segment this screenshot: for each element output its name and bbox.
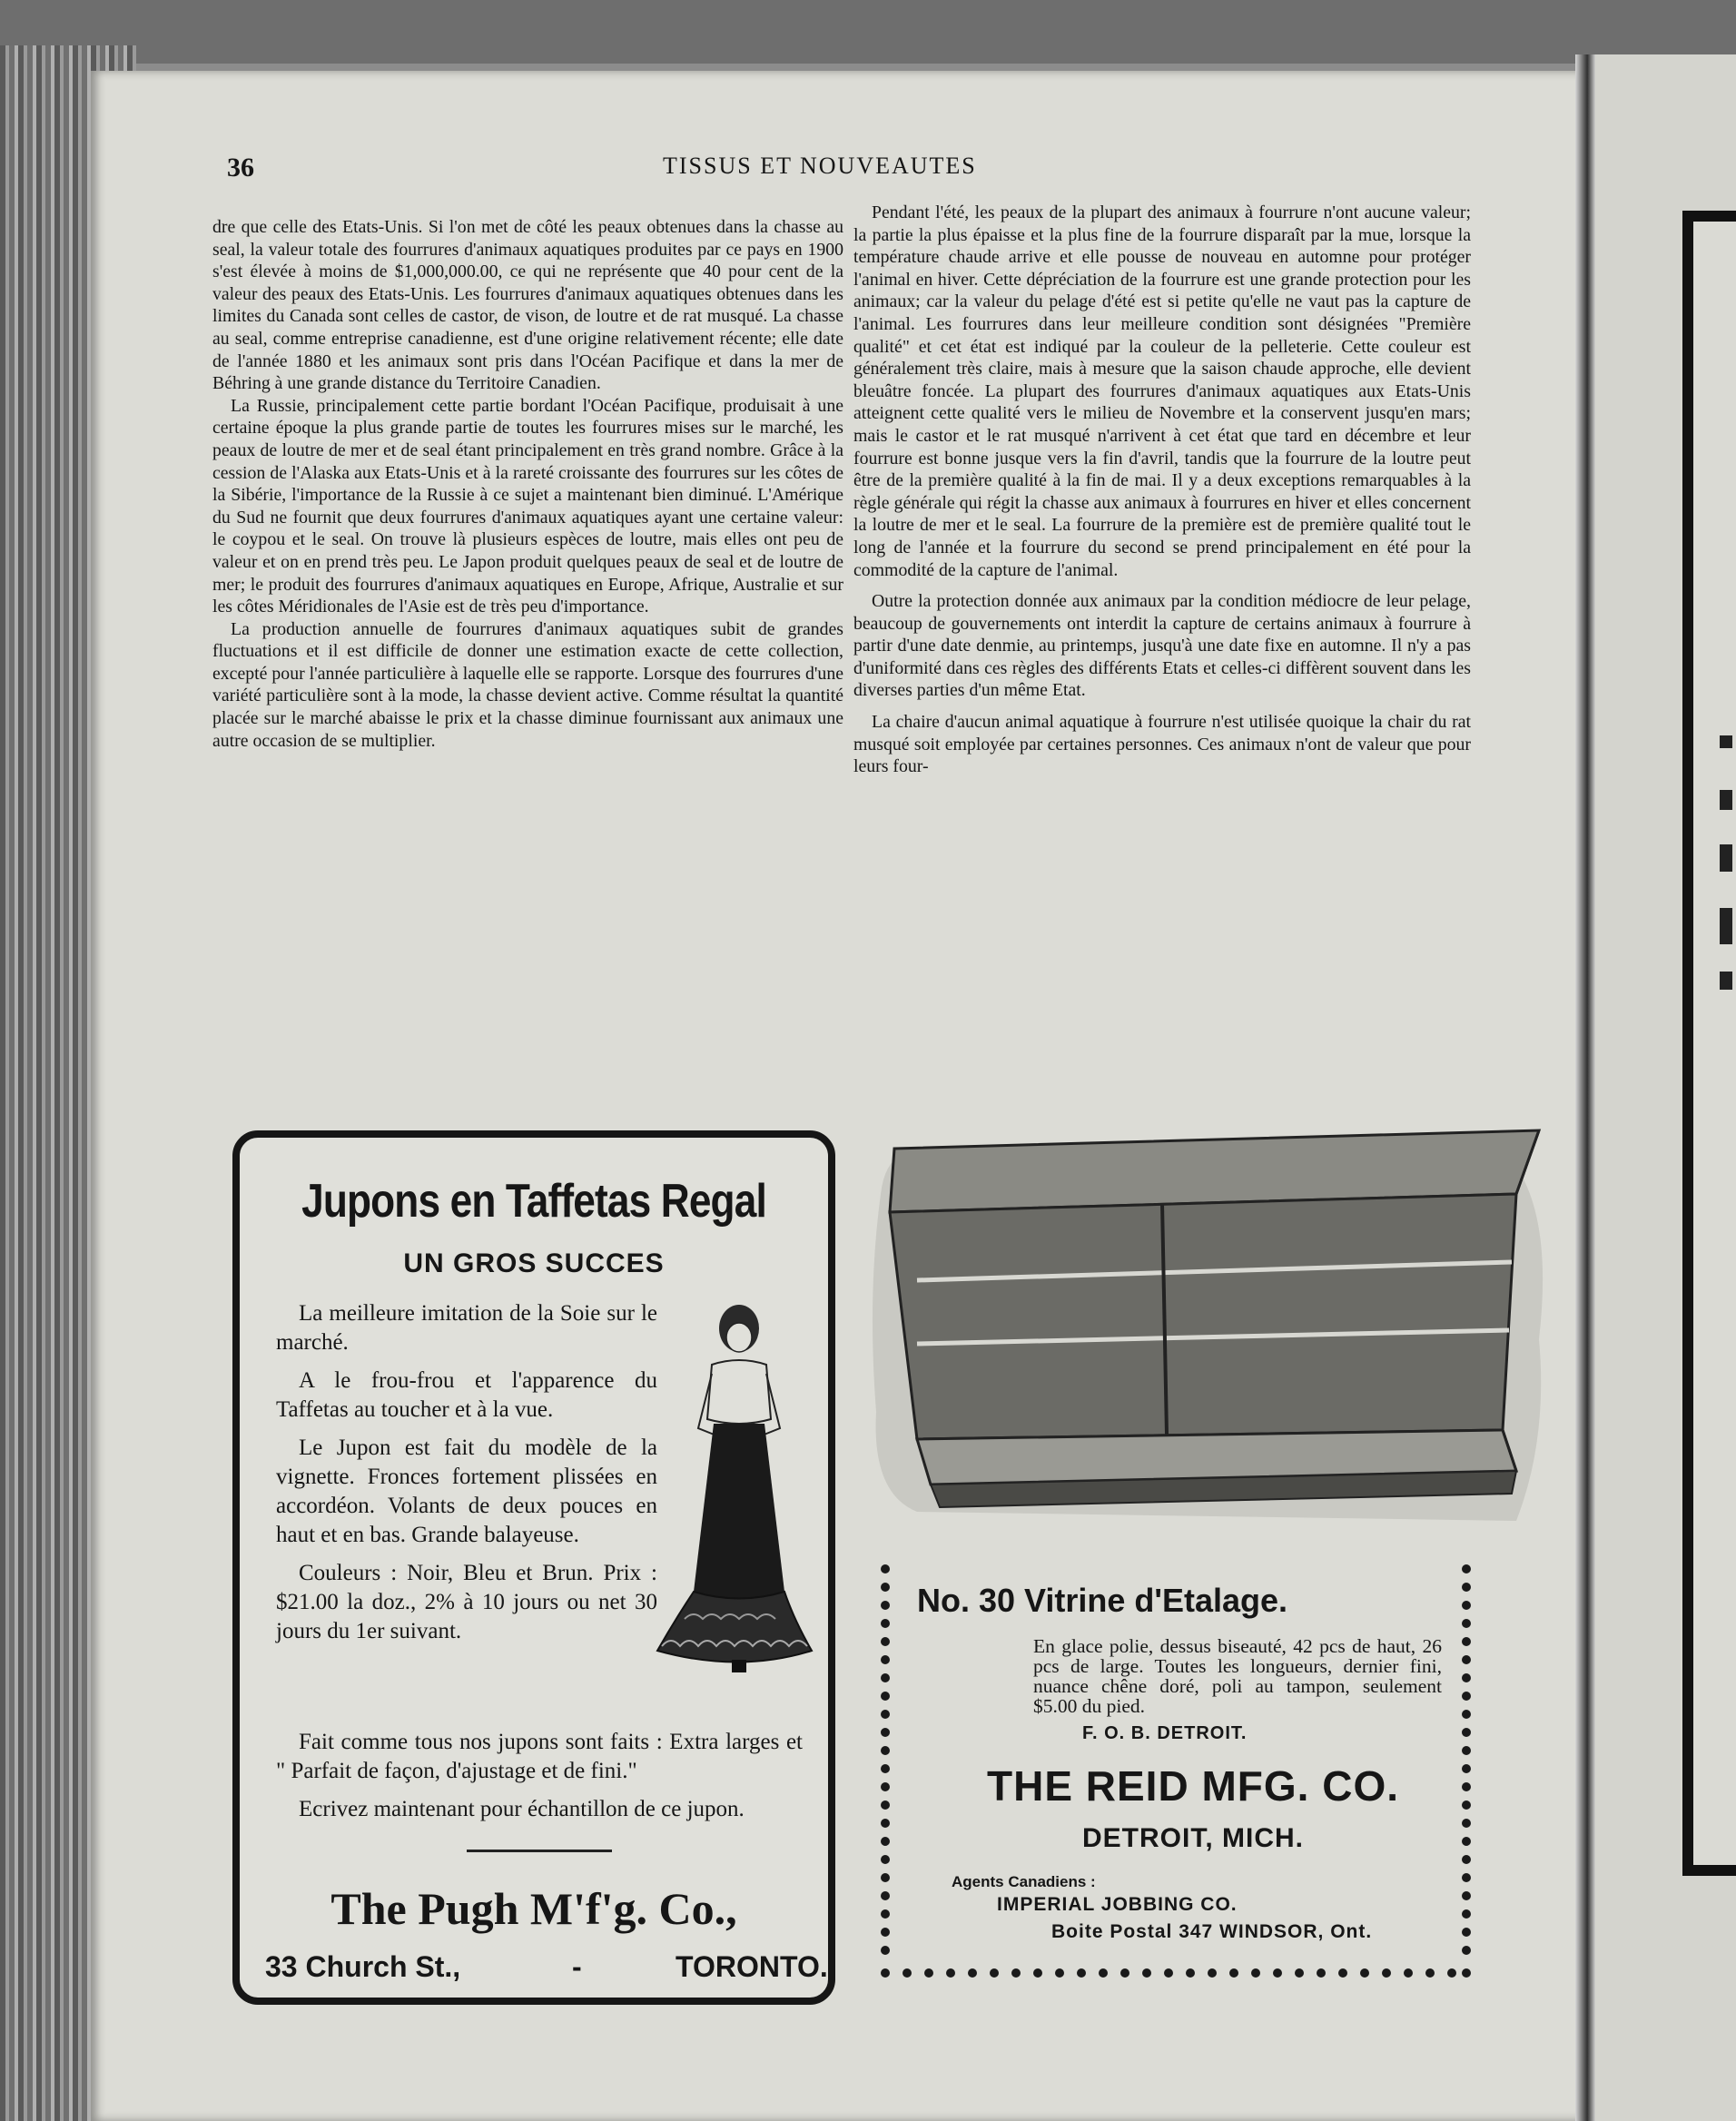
scan-top-band bbox=[0, 0, 1736, 64]
ad-agent-address: Boite Postal 347 WINDSOR, Ont. bbox=[1051, 1921, 1373, 1942]
ad-dash: - bbox=[572, 1950, 582, 1983]
paragraph: La production annuelle de fourrures d'animaux aquatiques subit de grandes fluctuations et il est difficile de donner une estimation exacte de cette collection, excepté pour l'année particulière à laquelle elle se rapporte. Lorsque des fourrures d'une variété particulière sont à la mode, la chasse devient active. Comme résultat la quantité placée sur le marché abaisse le prix et la chasse diminue fournissant aux animaux une autre occasion de se multiplier. bbox=[212, 618, 843, 751]
ad-company: THE REID MFG. CO. bbox=[987, 1762, 1399, 1810]
ad-paragraph: Couleurs : Noir, Bleu et Brun. Prix : $21.00 la doz., 2% à 10 jours ou net 30 jours du 1er suivant. bbox=[276, 1561, 657, 1643]
ad-paragraph: Ecrivez maintenant pour échantillon de ce jupon. bbox=[299, 1797, 745, 1821]
ad-city: TORONTO. bbox=[676, 1950, 828, 1983]
ad-subtitle: UN GROS SUCCES bbox=[403, 1248, 665, 1278]
ad-title: Jupons en Taffetas Regal bbox=[301, 1175, 766, 1228]
paragraph: Outre la protection donnée aux animaux par la condition médiocre de leur pelage, beaucoup de gouvernements ont interdit la capture de certains animaux à fourrure à partir d'une date denmie, au printemps, jusqu'à une date fixe en automne. Il n'y a pas d'uniformité dans ces règles des différents Etats et celles-ci diffèrent souvent dans les diverses parties d'un même Etat. bbox=[853, 591, 1471, 701]
petticoat-illustration bbox=[648, 1292, 821, 1692]
paragraph: La Russie, principalement cette partie bordant l'Océan Pacifique, produisait à une certaine époque la plus grande partie de toutes les fourrures mises sur le marché, les peaux de loutre de mer et de seal étant principalement en très grand nombre. Grâce à la cession de l'Alaska aux Etats-Unis et à la rareté croissante des fourrures sur les côtes de la Sibérie, l'importance de la Russie à ce sujet a maintenant bien diminué. L'Amérique du Sud ne fournit que deux fourrures d'animaux aquatiques ayant une certaine valeur: le coypou et le seal. On trouve là plusieurs espèces de loutre, mais elles ont peu de valeur et on en prend très peu. Le Japon produit quelques peaux de seal et de loutre de mer; le produit des fourrures d'animaux aquatiques en Europe, Afrique, Australie et sur les côtes Méridionales de l'Asie est de très peu d'importance. bbox=[212, 395, 843, 617]
ad-paragraph: Le Jupon est fait du modèle de la vignette. Fronces fortement plissées en accordéon. Volants de deux pouces en haut et en bas. Grande balayeuse. bbox=[276, 1435, 657, 1547]
ad-copy-full bbox=[276, 1728, 803, 1833]
ornament-border-bottom bbox=[873, 1959, 1478, 1987]
ad-divider bbox=[467, 1850, 612, 1852]
ad-description: En glace polie, dessus biseauté, 42 pcs de haut, 26 pcs de large. Toutes les longueurs, dernier fini, nuance chêne doré, poli au tampon, seulement $5.00 du pied. bbox=[1033, 1635, 1442, 1717]
ad-street: 33 Church St., bbox=[265, 1950, 461, 1983]
pugh-advertisement bbox=[232, 1130, 835, 2005]
ad-title: No. 30 Vitrine d'Etalage. bbox=[917, 1582, 1288, 1619]
ad-paragraph: La meilleure imitation de la Soie sur le marché. bbox=[276, 1301, 657, 1355]
ad-fob: F. O. B. DETROIT. bbox=[1082, 1723, 1248, 1743]
page-number: 36 bbox=[227, 153, 254, 183]
facing-page-glyph bbox=[1720, 972, 1732, 990]
left-text-column bbox=[212, 216, 843, 752]
ad-paragraph: Fait comme tous nos jupons sont faits : Extra larges et " Parfait de façon, d'ajustage et de fini." bbox=[276, 1730, 803, 1783]
facing-page-glyph bbox=[1720, 844, 1732, 872]
paragraph: dre que celle des Etats-Unis. Si l'on met de côté les peaux obtenues dans la chasse au seal, la valeur totale des fourrures d'animaux aquatiques produites par ce pays en 1900 s'est élevée à moins de $1,000,000.00, ce qui ne représente que 40 pour cent de la valeur des peaux des Etats-Unis. Les fourrures d'animaux aquatiques obtenues dans les limites du Canada sont celles de castor, de vison, de loutre et de rat musqué. La chasse au seal, comme entreprise canadienne, est d'une origine relativement récente; elle date de l'année 1880 et les animaux sont pris dans l'Océan Pacifique et dans la mer de Béhring à une grande distance du Territoire Canadien. bbox=[212, 217, 843, 394]
ad-copy bbox=[276, 1299, 657, 1655]
reid-advertisement bbox=[873, 1560, 1491, 1996]
ad-company: The Pugh M'f'g. Co., bbox=[330, 1883, 737, 1934]
ad-paragraph: A le frou-frou et l'apparence du Taffetas au toucher et à la vue. bbox=[276, 1368, 657, 1422]
facing-page-ad-border bbox=[1682, 211, 1736, 1876]
ad-city: DETROIT, MICH. bbox=[1082, 1823, 1304, 1853]
facing-page-glyph bbox=[1720, 790, 1732, 810]
ad-agents-label: Agents Canadiens : bbox=[952, 1873, 1096, 1890]
ornament-border-left bbox=[873, 1560, 897, 1987]
facing-page-glyph bbox=[1720, 735, 1732, 748]
paragraph: Pendant l'été, les peaux de la plupart des animaux à fourrure n'ont aucune valeur; la partie la plus épaisse et la plus fine de la fourrure disparaît par la mue, lorsque la température chaude arrive et elle pousse de nouveau en automne pour protéger l'animal en hiver. Cette dépréciation de la fourrure est une grande protection pour les animaux; car la valeur du pelage d'été est si petite qu'elle ne vaut pas la capture de l'animal. Les fourrures dans leur meilleure condition sont désignées "Première qualité" et cet état est indiqué par la couleur de la pelleterie. Cette couleur est généralement très claire, mais à mesure que la saison chaude approche, elle devient bleuâtre foncée. La plupart des fourrures d'animaux aquatiques aux Etats-Unis atteignent cette qualité vers le milieu de Novembre et la conservent jusqu'en mars; mais le castor et le rat musqué n'arrivent à cet état que tard en décembre et leur fourrure est bonne jusque vers la fin d'avril, tandis que la fourrure de la loutre peut être de la première qualité à la fin de mai. Il y a deux exceptions remarquables à la règle générale qui régit la chasse aux animaux à fourrures en hiver et elles concernent la loutre de mer et le seal. La fourrure de la première est de première qualité tout le long de l'année et la fourrure du second se prend principalement en été pour la commodité de la capture de l'animal. bbox=[853, 202, 1471, 580]
ornament-border-right bbox=[1455, 1560, 1478, 1987]
right-text-column bbox=[853, 202, 1471, 778]
book-gutter bbox=[1575, 54, 1595, 2121]
ad-agent: IMPERIAL JOBBING CO. bbox=[997, 1894, 1238, 1915]
showcase-illustration bbox=[863, 1112, 1553, 1539]
running-title: TISSUS ET NOUVEAUTES bbox=[663, 153, 977, 179]
running-head bbox=[227, 153, 1480, 189]
facing-page-glyph bbox=[1720, 908, 1732, 944]
paragraph: La chaire d'aucun animal aquatique à fourrure n'est utilisée quoique la chair du rat musqué soit employée par certaines personnes. Ces animaux n'ont de valeur que pour leurs four- bbox=[853, 712, 1471, 777]
